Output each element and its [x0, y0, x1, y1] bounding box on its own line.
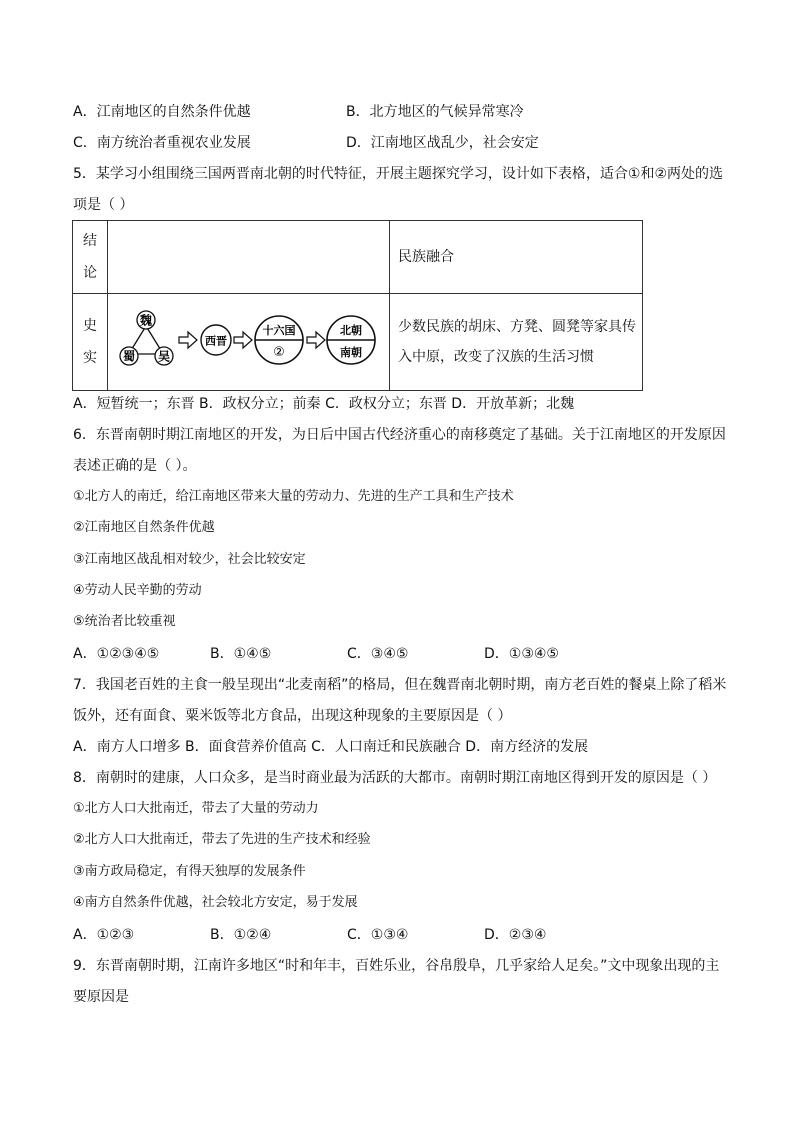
history-label-char1: 史 [83, 318, 97, 334]
q9-stem-line2: 要原因是 [73, 989, 129, 1005]
q8-item-3: ③南方政局稳定，有得天独厚的发展条件 [73, 864, 306, 879]
conclusion-label-char1: 结 [83, 233, 97, 249]
q5-options: A．短暂统一；东晋 B．政权分立；前秦 C．政权分立；东晋 D．开放革新；北魏 [73, 396, 575, 412]
q8-item-1: ①北方人口大批南迁，带去了大量的劳动力 [73, 801, 319, 816]
q4-option-d: D．江南地区战乱少，社会安定 [346, 135, 539, 151]
q6-item-5: ⑤统治者比较重视 [73, 614, 176, 629]
dynasty-flow-diagram [108, 294, 389, 386]
conclusion-label [73, 221, 108, 294]
q6-option-c: C．③④⑤ [347, 646, 409, 662]
q8-stem: 8．南朝时的建康，人口众多，是当时商业最为活跃的大都市。南朝时期江南地区得到开发的原因是（ ） [73, 770, 717, 786]
history-fact-line1: 少数民族的胡床、方凳、圆凳等家具传 [398, 319, 636, 335]
q5-stem-line1: 5．某学习小组围绕三国两晋南北朝的时代特征，开展主题探究学习，设计如下表格，适合①和②两处的选 [73, 166, 724, 182]
q8-option-a: A．①②③ [73, 927, 135, 943]
conclusion-label-char2: 论 [83, 265, 97, 281]
q6-item-4: ④劳动人民辛勤的劳动 [73, 583, 202, 598]
q6-stem-line1: 6．东晋南朝时期江南地区的开发，为日后中国古代经济重心的南移奠定了基础。关于江南地区的开发原因 [73, 427, 726, 443]
shu-label: 蜀 [122, 349, 136, 364]
q5-table [72, 220, 643, 391]
blank-marker-2: ② [273, 345, 285, 360]
history-right-cell [390, 294, 643, 391]
q4-option-c: C．南方统治者重视农业发展 [73, 135, 251, 151]
history-fact-line2: 入中原，改变了汉族的生活习惯 [398, 349, 594, 365]
arrow-icon-2 [234, 332, 252, 348]
wei-label: 魏 [139, 313, 153, 328]
q6-item-2: ②江南地区自然条件优越 [73, 520, 215, 535]
q6-option-b: B．①④⑤ [210, 646, 272, 662]
q8-item-2: ②北方人口大批南迁，带去了先进的生产技术和经验 [73, 832, 371, 847]
q6-option-d: D．①③④⑤ [484, 646, 559, 662]
history-diagram-cell [108, 294, 390, 391]
nanchao-label: 南朝 [340, 346, 362, 359]
q4-option-a: A．江南地区的自然条件优越 [73, 104, 251, 120]
q7-stem-line1: 7．我国老百姓的主食一般呈现出“北麦南稻”的格局，但在魏晋南北朝时期，南方老百姓的餐桌上除了稻米 [73, 677, 727, 693]
history-label [73, 294, 108, 391]
q5-stem-line2: 项是（ ） [73, 197, 134, 213]
arrow-icon-3 [307, 332, 325, 348]
q4-option-b: B．北方地区的气候异常寒冷 [346, 104, 524, 120]
conclusion-right-cell: 民族融合 [390, 221, 643, 294]
history-label-char2: 实 [83, 350, 97, 366]
xijin-label: 西晋 [205, 334, 227, 348]
q6-option-a: A．①②③④⑤ [73, 646, 160, 662]
q8-option-d: D．②③④ [484, 927, 547, 943]
wu-label: 吴 [157, 349, 171, 364]
q7-options: A．南方人口增多 B．面食营养价值高 C．人口南迁和民族融合 D．南方经济的发展 [73, 739, 589, 755]
q7-stem-line2: 饭外，还有面食、粟米饭等北方食品，出现这种现象的主要原因是（ ） [73, 708, 512, 724]
q8-option-b: B．①②④ [210, 927, 272, 943]
q8-item-4: ④南方自然条件优越，社会较北方安定，易于发展 [73, 895, 358, 910]
q6-item-1: ①北方人的南迁，给江南地区带来大量的劳动力、先进的生产工具和生产技术 [73, 489, 514, 504]
q6-stem-line2: 表述正确的是（ ）。 [73, 458, 197, 474]
q6-item-3: ③江南地区战乱相对较少，社会比较安定 [73, 552, 306, 567]
beichao-label: 北朝 [340, 324, 362, 337]
q9-stem-line1: 9．东晋南朝时期，江南许多地区“时和年丰，百姓乐业，谷帛殷阜，几乎家给人足矣。”文中现象出现的主 [73, 958, 720, 974]
arrow-icon-1 [179, 332, 197, 348]
conclusion-blank-cell [108, 221, 390, 294]
q8-option-c: C．①③④ [347, 927, 409, 943]
shiliuguo-label: 十六国 [262, 324, 296, 337]
